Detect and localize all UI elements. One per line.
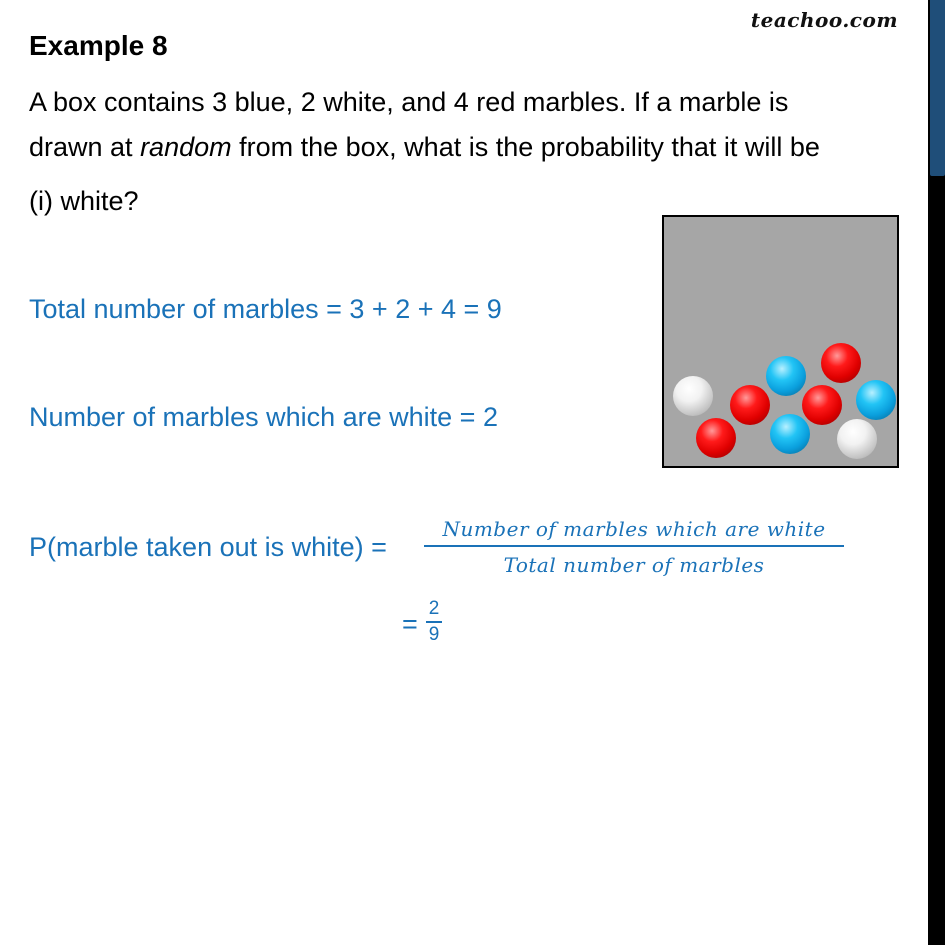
question-line-2-start: drawn at [29, 132, 141, 162]
red-marble [730, 385, 770, 425]
question-line-2 [29, 132, 919, 163]
question-emphasis-random: random [140, 132, 232, 162]
fraction-denominator: Total number of marbles [503, 552, 765, 577]
white-marble [837, 419, 877, 459]
result-denominator: 9 [428, 623, 440, 645]
scrollbar-thumb[interactable] [930, 0, 945, 176]
blue-marble [766, 356, 806, 396]
marble-box-illustration [662, 215, 899, 468]
result-equals-sign: = [402, 609, 418, 639]
result-fraction [426, 598, 442, 646]
example-title: Example 8 [29, 30, 168, 61]
teachoo-logo: teachoo.com [750, 8, 898, 32]
question-line-1: A box contains 3 blue, 2 white, and 4 red marbles. If a marble is [29, 87, 789, 117]
probability-label: P(marble taken out is white) = [29, 532, 387, 562]
white-marbles-line: Number of marbles which are white = 2 [29, 402, 498, 432]
blue-marble [856, 380, 896, 420]
question-line-2-end: from the box, what is the probability that it will be [231, 132, 820, 162]
red-marble [821, 343, 861, 383]
result-numerator: 2 [428, 598, 440, 619]
blue-marble [770, 414, 810, 454]
white-marble [673, 376, 713, 416]
fraction-numerator: Number of marbles which are white [442, 517, 826, 541]
probability-fraction [424, 517, 844, 577]
red-marble [802, 385, 842, 425]
question-part-i: (i) white? [29, 186, 139, 216]
total-marbles-line: Total number of marbles = 3 + 2 + 4 = 9 [29, 294, 502, 324]
result-fraction-bar [426, 621, 442, 623]
red-marble [696, 418, 736, 458]
